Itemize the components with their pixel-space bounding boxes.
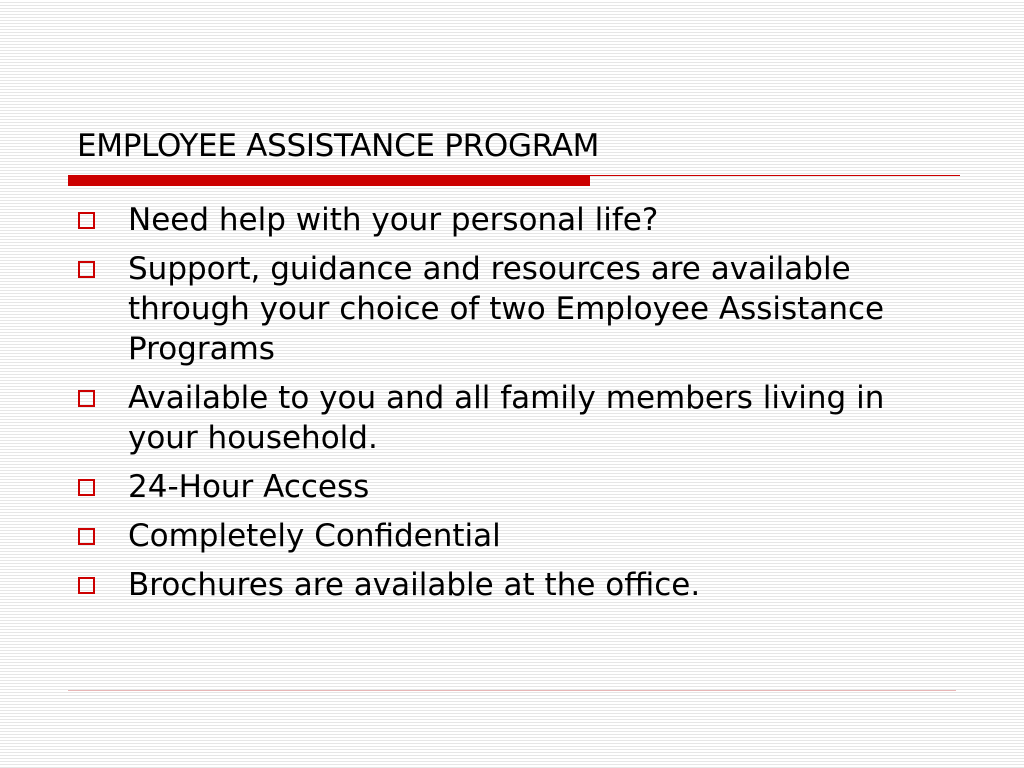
slide-title: EMPLOYEE ASSISTANCE PROGRAM — [77, 128, 600, 164]
bullet-item — [78, 378, 958, 458]
bullet-text: Available to you and all family members living in your household. — [128, 380, 885, 456]
bullet-item — [78, 516, 958, 556]
hollow-square-icon — [78, 261, 95, 278]
title-underline-thin — [590, 175, 960, 176]
hollow-square-icon — [78, 390, 95, 407]
bullet-item — [78, 200, 958, 240]
bullet-text: Support, guidance and resources are available through your choice of two Employee Assistance Programs — [128, 251, 885, 367]
bullet-item — [78, 565, 958, 605]
footer-divider — [68, 690, 956, 691]
hollow-square-icon — [78, 528, 95, 545]
bullet-list — [78, 200, 958, 614]
hollow-square-icon — [78, 212, 95, 229]
bullet-text: 24-Hour Access — [128, 469, 370, 505]
hollow-square-icon — [78, 479, 95, 496]
title-underline-thick — [68, 175, 590, 186]
bullet-text: Brochures are available at the office. — [128, 567, 701, 603]
bullet-text: Completely Confidential — [128, 518, 501, 554]
bullet-item — [78, 249, 958, 369]
hollow-square-icon — [78, 577, 95, 594]
bullet-item — [78, 467, 958, 507]
bullet-text: Need help with your personal life? — [128, 202, 659, 238]
